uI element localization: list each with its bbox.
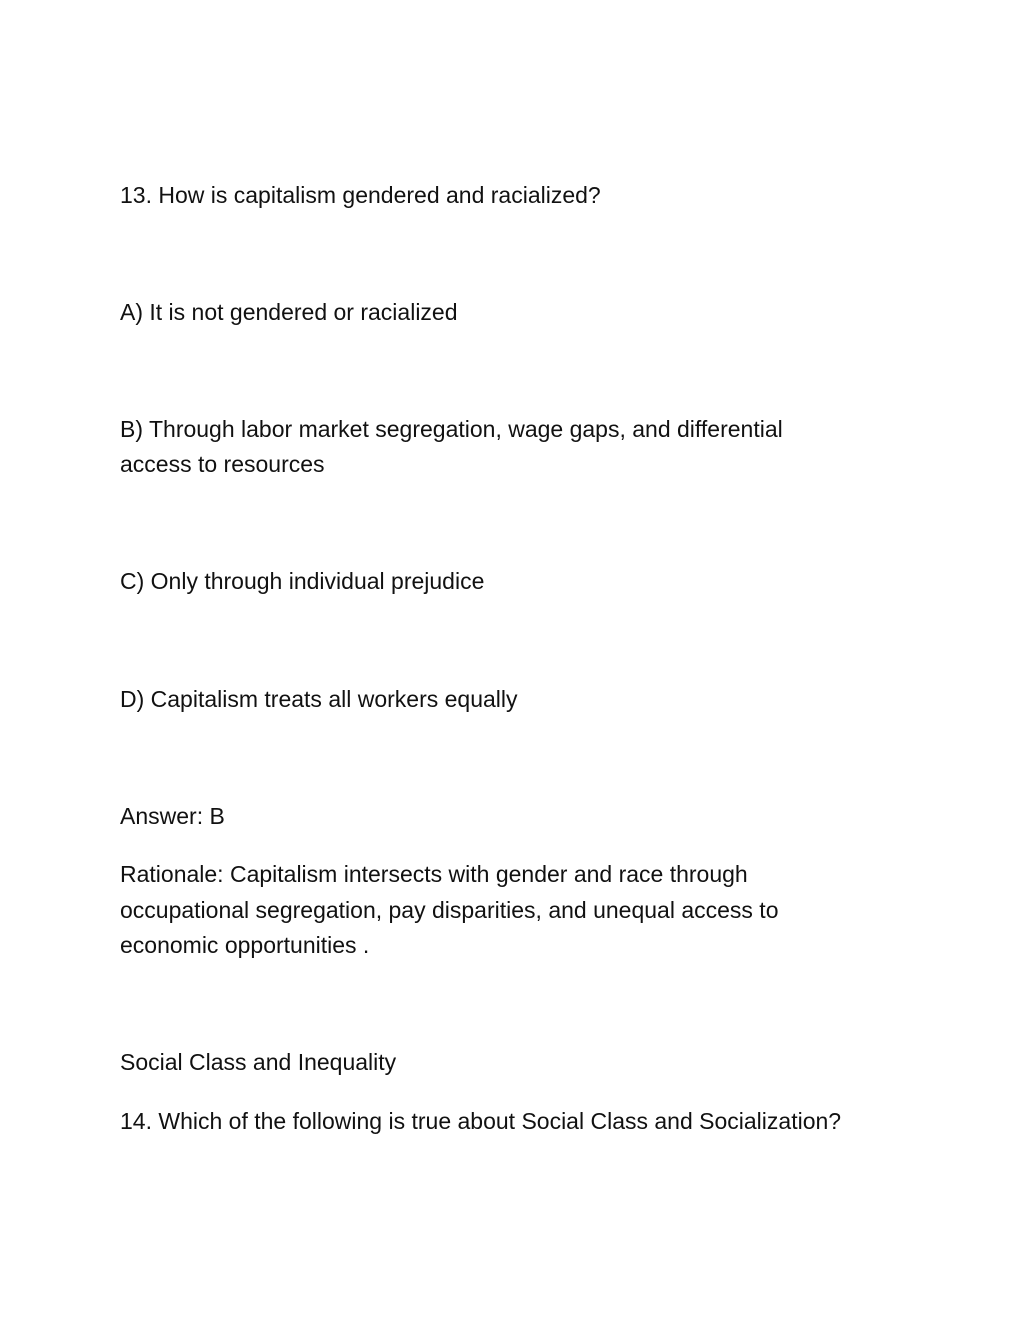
question-13-answer: Answer: B [120,803,225,829]
question-14-stem: 14. Which of the following is true about Social Class and Socialization? [120,1108,842,1134]
question-13-rationale-line-3: economic opportunities . [120,932,370,958]
question-13-option-a: A) It is not gendered or racialized [120,299,458,325]
question-13-stem: 13. How is capitalism gendered and racialized? [120,182,601,208]
question-13-option-b-line-2: access to resources [120,451,325,477]
question-13-option-c: C) Only through individual prejudice [120,568,485,594]
question-13-rationale-line-2: occupational segregation, pay disparities, and unequal access to [120,897,779,923]
question-13-option-d: D) Capitalism treats all workers equally [120,686,518,712]
section-heading: Social Class and Inequality [120,1049,397,1075]
question-13-rationale-line-1: Rationale: Capitalism intersects with gender and race through [120,861,748,887]
question-13-option-b-line-1: B) Through labor market segregation, wage gaps, and differential [120,416,783,442]
